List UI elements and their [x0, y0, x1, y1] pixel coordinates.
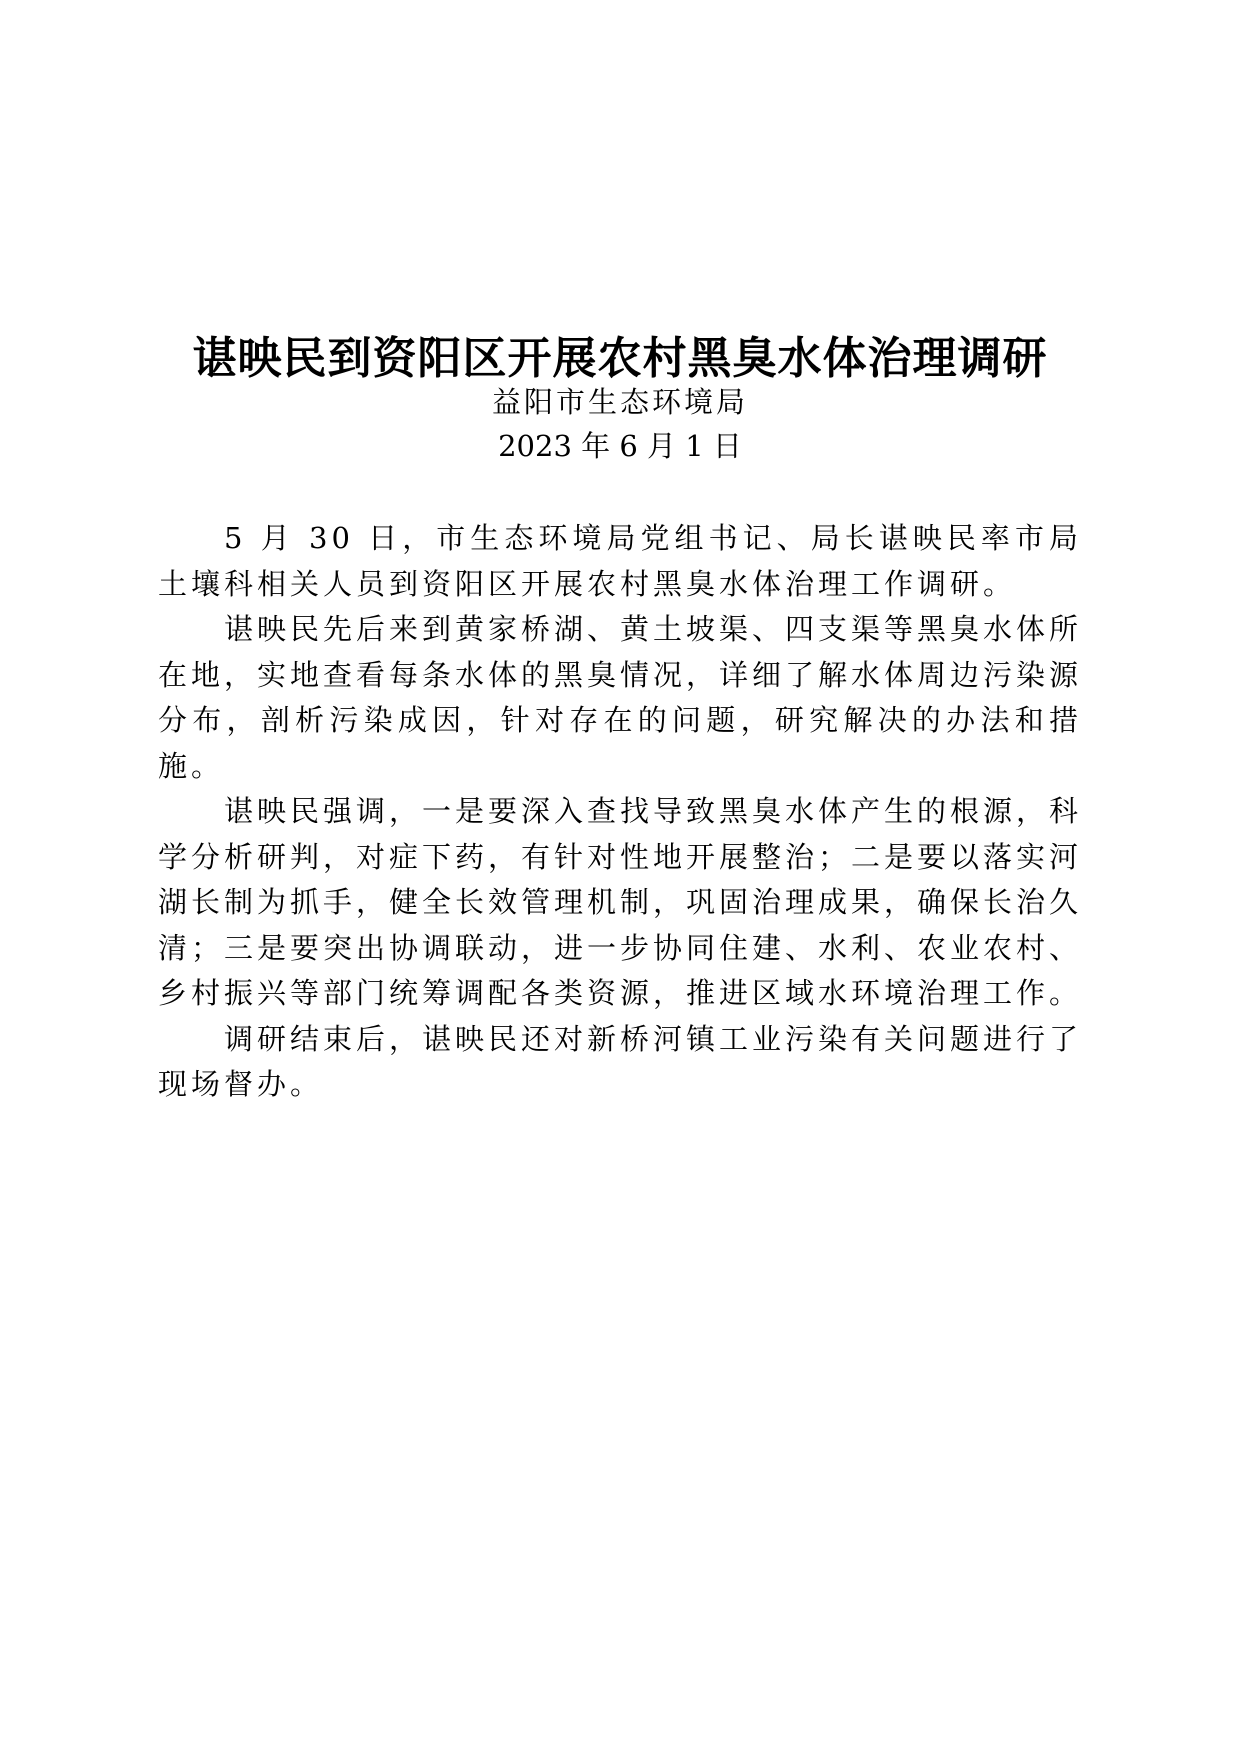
document-title: 谌映民到资阳区开展农村黑臭水体治理调研	[192, 333, 1048, 385]
paragraph: 谌映民强调，一是要深入查找导致黑臭水体产生的根源，科学分析研判，对症下药，有针对性地开展整治；二是要以落实河湖长制为抓手，健全长效管理机制，巩固治理成果，确保长治久清；三是要突出协调联动，进一步协同住建、水利、农业农村、乡村振兴等部门统筹调配各类资源，推进区域水环境治理工作。	[158, 794, 1083, 1010]
paragraph: 5 月 30 日，市生态环境局党组书记、局长谌映民率市局土壤科相关人员到资阳区开展农村黑臭水体治理工作调研。	[158, 521, 1082, 601]
paragraph: 谌映民先后来到黄家桥湖、黄土坡渠、四支渠等黑臭水体所在地，实地查看每条水体的黑臭情况，详细了解水体周边污染源分布，剖析污染成因，针对存在的问题，研究解决的办法和措施。	[158, 612, 1083, 783]
document-body	[158, 516, 1082, 1108]
document-author: 益阳市生态环境局	[491, 385, 748, 419]
document-date: 2023 年 6 月 1 日	[498, 429, 742, 463]
paragraph: 调研结束后，谌映民还对新桥河镇工业污染有关问题进行了现场督办。	[158, 1021, 1083, 1101]
